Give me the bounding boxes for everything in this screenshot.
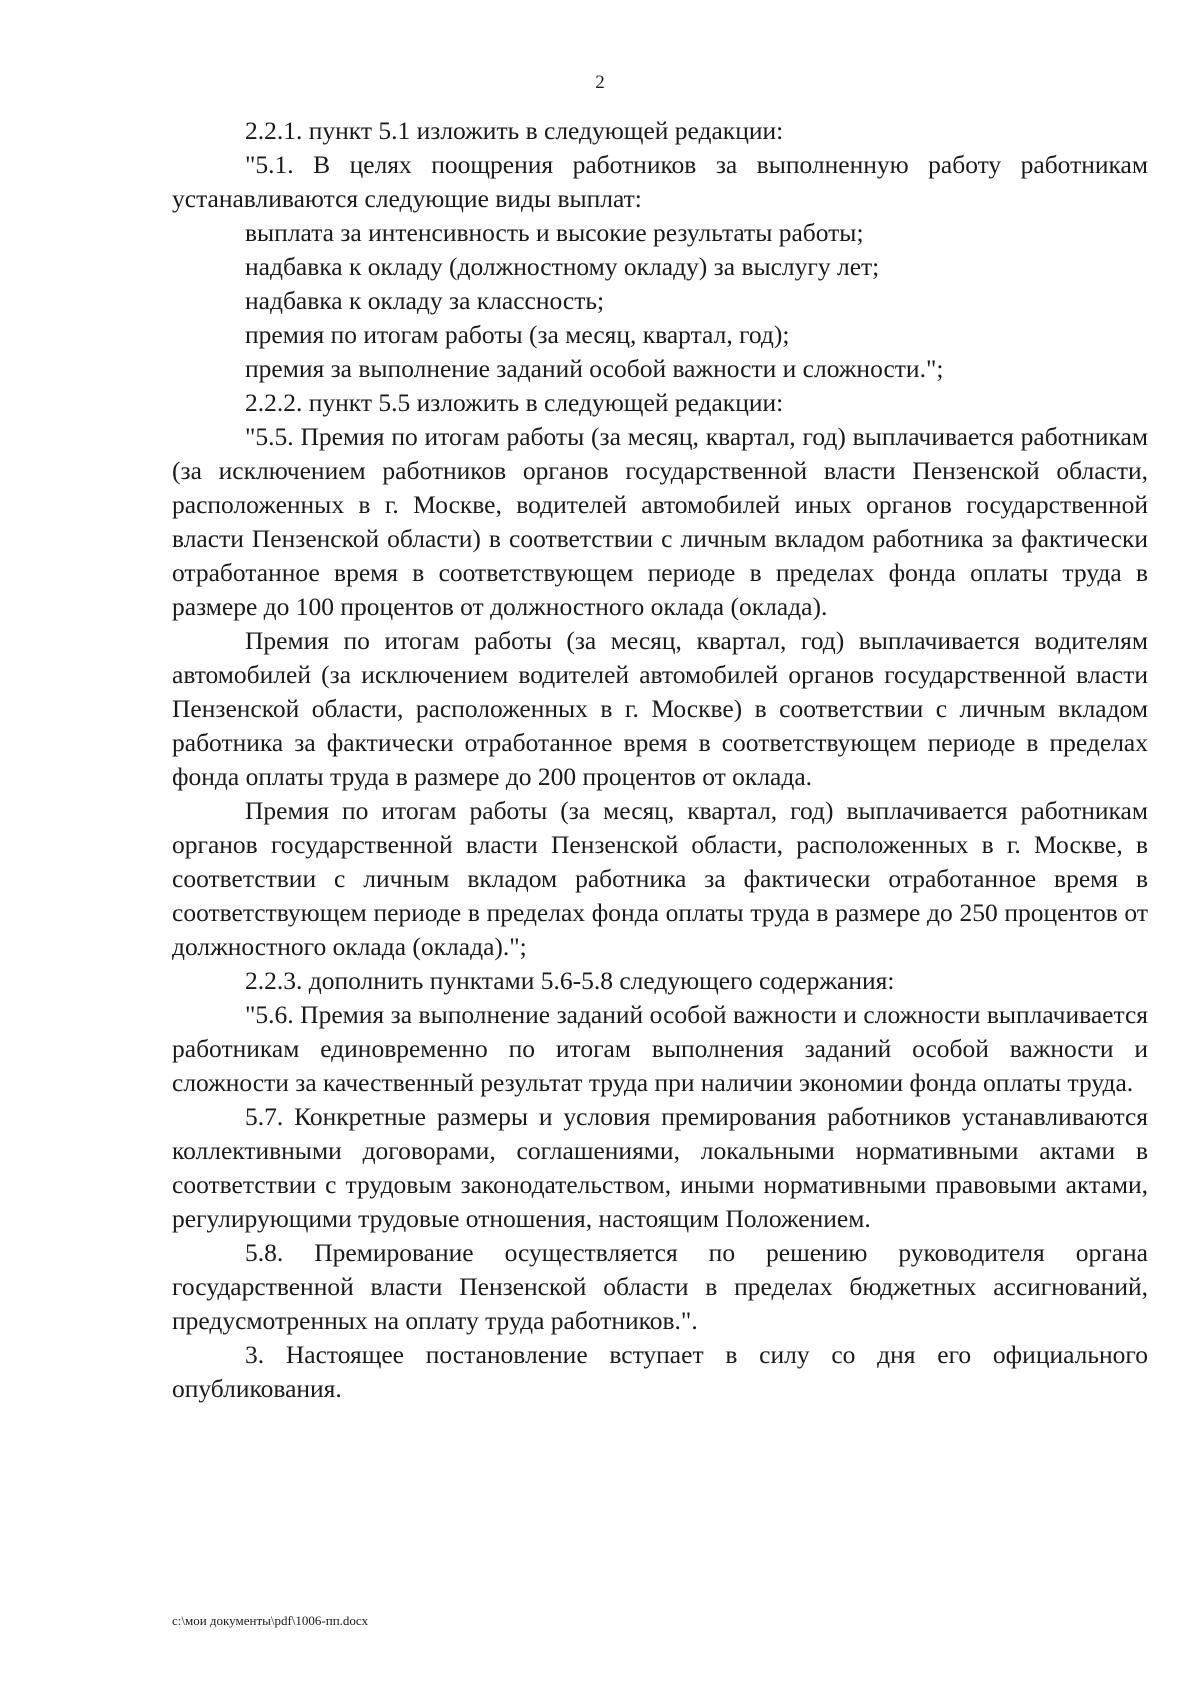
paragraph-5-5-moscow: Премия по итогам работы (за месяц, квартал, год) выплачивается работникам органов государственной власти Пензенской области, расположенных в г. Москве, в соответствии с личным вкладом работника за фактически отработанное время в соответствующем периоде в пределах фонда оплаты труда в размере до 250 процентов от должностного оклада (оклада).";: [172, 796, 1148, 961]
footer-file-path: c:\мои документы\pdf\1006-пп.docx: [172, 1613, 369, 1628]
paragraph-2-2-3: 2.2.3. дополнить пунктами 5.6-5.8 следующего содержания:: [245, 966, 895, 995]
paragraph-3-effective-date: 3. Настоящее постановление вступает в силу со дня его официального опубликования.: [172, 1340, 1148, 1403]
list-item-special-tasks-premium: премия за выполнение заданий особой важности и сложности.";: [245, 354, 944, 383]
list-item-seniority-bonus: надбавка к окладу (должностному окладу) за выслугу лет;: [245, 252, 880, 281]
document-body: [172, 114, 1148, 1406]
paragraph-5-7: 5.7. Конкретные размеры и условия премирования работников устанавливаются коллективными договорами, соглашениями, локальными нормативными актами в соответствии с трудовым законодательством, иными нормативными правовыми актами, регулирующими трудовые отношения, настоящим Положением.: [172, 1102, 1148, 1233]
paragraph-2-2-2: 2.2.2. пункт 5.5 изложить в следующей редакции:: [245, 388, 784, 417]
paragraph-5-1-intro: "5.1. В целях поощрения работников за выполненную работу работникам устанавливаются следующие виды выплат:: [172, 150, 1148, 213]
paragraph-5-6: "5.6. Премия за выполнение заданий особой важности и сложности выплачивается работникам единовременно по итогам выполнения заданий особой важности и сложности за качественный результат труда при наличии экономии фонда оплаты труда.: [172, 1000, 1148, 1097]
page-number: 2: [595, 72, 605, 93]
paragraph-5-8: 5.8. Премирование осуществляется по решению руководителя органа государственной власти Пензенской области в пределах бюджетных ассигнований, предусмотренных на оплату труда работников.".: [172, 1238, 1148, 1335]
paragraph-5-5-drivers: Премия по итогам работы (за месяц, квартал, год) выплачивается водителям автомобилей (за исключением водителей автомобилей органов государственной власти Пензенской области, расположенных в г. Москве) в соответствии с личным вкладом работника за фактически отработанное время в соответствующем периоде в пределах фонда оплаты труда в размере до 200 процентов от оклада.: [172, 626, 1148, 791]
list-item-intensity-payment: выплата за интенсивность и высокие результаты работы;: [245, 218, 864, 247]
list-item-class-bonus: надбавка к окладу за классность;: [245, 286, 605, 315]
list-item-results-premium: премия по итогам работы (за месяц, квартал, год);: [245, 320, 790, 349]
paragraph-5-5: "5.5. Премия по итогам работы (за месяц, квартал, год) выплачивается работникам (за исключением работников органов государственной власти Пензенской области, расположенных в г. Москве, водителей автомобилей иных органов государственной власти Пензенской области) в соответствии с личным вкладом работника за фактически отработанное время в соответствующем периоде в пределах фонда оплаты труда в размере до 100 процентов от должностного оклада (оклада).: [172, 422, 1148, 621]
paragraph-2-2-1: 2.2.1. пункт 5.1 изложить в следующей редакции:: [245, 116, 784, 145]
